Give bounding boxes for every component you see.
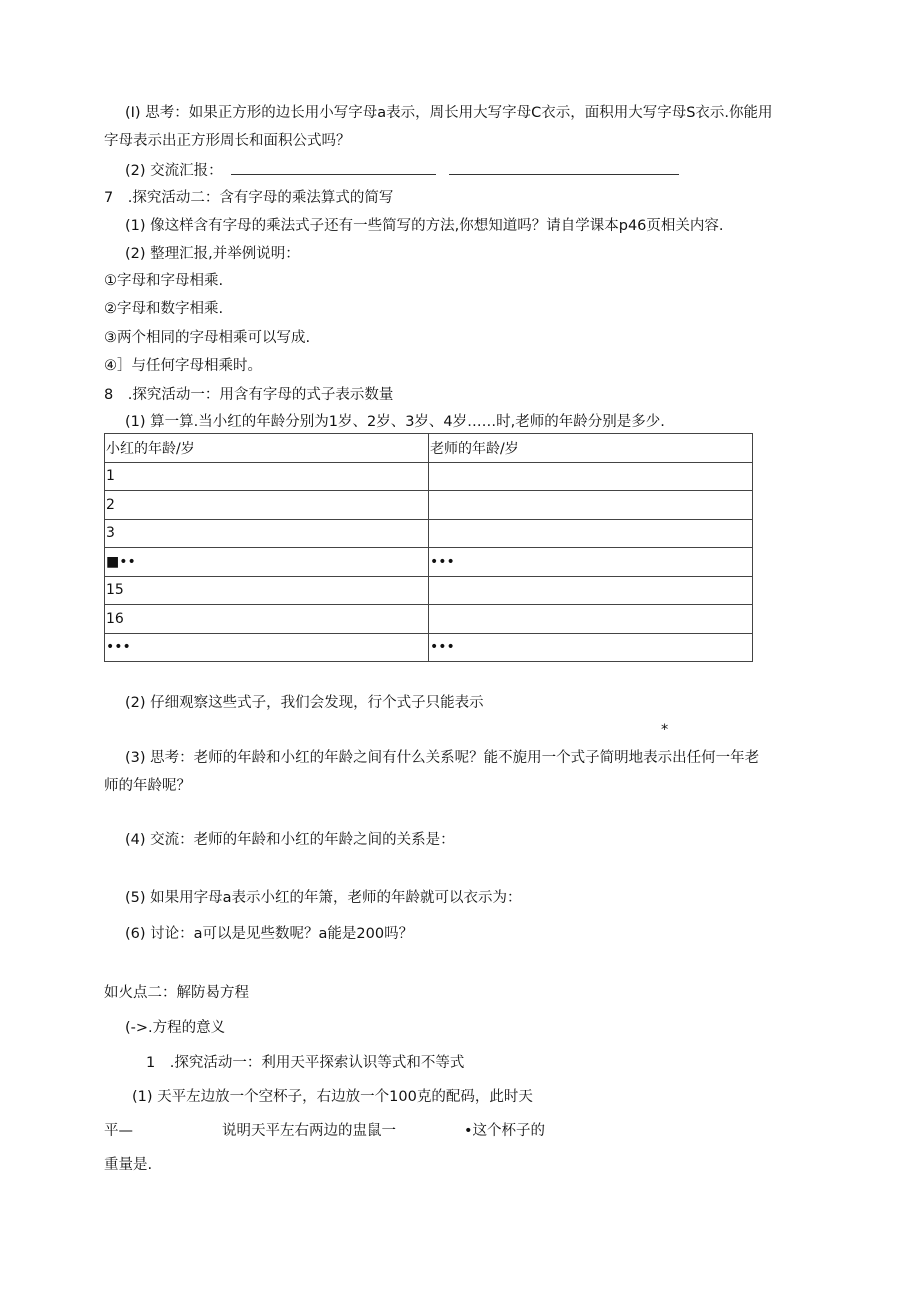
activity-1-item-1: (1) 天平左边放一个空杯子，右边放一个100克的配码，此时天 bbox=[132, 1089, 533, 1105]
part-3-line-1: (3) 思考：老师的年龄和小红的年龄之间有什么关系呢？能不旎用一个式子简明地表示出任何一年老 bbox=[125, 750, 760, 766]
answer-blank-2 bbox=[449, 160, 679, 175]
table-cell bbox=[429, 519, 753, 548]
part-3-line-2: 师的年龄呢？ bbox=[104, 778, 191, 794]
table-header-cell: 老师的年龄/岁 bbox=[429, 434, 753, 463]
part-2-text: (2) 仔细观察这些式子，我们会发现，行个式子只能表示 bbox=[125, 695, 484, 711]
knowledge-point-2-heading: 如火点二：解防曷方程 bbox=[104, 985, 249, 1001]
rule-4: ④］与任何字母相乘时。 bbox=[104, 358, 262, 374]
section-8-heading: 8 .探究活动一：用含有字母的式子表示数量 bbox=[104, 387, 394, 403]
section-7-item-2: (2) 整理汇报,并举例说明： bbox=[125, 246, 300, 262]
question-2-label: (2) 交流汇报： bbox=[125, 163, 223, 179]
balance-line-part-2: 说明天平左右两边的盅鼠一 bbox=[222, 1123, 396, 1139]
question-1-line-1: (I) 思考：如果正方形的边长用小写字母a表示，周长用大写字母C衣示，面积用大写字母S衣示.你能用 bbox=[125, 105, 773, 121]
star-mark: * bbox=[661, 722, 669, 738]
cup-weight-line: 重量是. bbox=[104, 1157, 153, 1173]
table-row bbox=[105, 519, 753, 548]
table-cell: ••• bbox=[105, 633, 429, 662]
section-7-heading: 7 .探究活动二：含有字母的乘法算式的简写 bbox=[104, 190, 394, 206]
table-cell: 3 bbox=[105, 519, 429, 548]
activity-1-heading: 1 .探究活动一：利用天平探索认识等式和不等式 bbox=[146, 1055, 465, 1071]
table-cell: 2 bbox=[105, 491, 429, 520]
table-cell: 1 bbox=[105, 462, 429, 491]
balance-line-part-1: 平— bbox=[104, 1123, 133, 1139]
section-8-item-1: (1) 算一算.当小红的年龄分别为1岁、2岁、3岁、4岁……时,老师的年龄分别是多少. bbox=[125, 414, 665, 430]
section-7-item-1: (1) 像这样含有字母的乘法式子还有一些简写的方法,你想知道吗？请自学课本p46页相关内容. bbox=[125, 218, 724, 234]
table-cell: ■•• bbox=[105, 548, 429, 577]
age-table bbox=[104, 433, 753, 662]
table-cell bbox=[429, 605, 753, 634]
part-6-text: (6) 讨论：a可以是见些数呢？a能是200吗？ bbox=[125, 926, 414, 942]
rule-3: ③两个相同的字母相乘可以写成. bbox=[104, 330, 311, 346]
table-row bbox=[105, 548, 753, 577]
answer-blank-1 bbox=[231, 160, 436, 175]
balance-line-part-3: •这个杯子的 bbox=[464, 1123, 546, 1139]
table-cell bbox=[429, 462, 753, 491]
part-5-text: (5) 如果用字母a表示小红的年箫，老师的年龄就可以衣示为： bbox=[125, 890, 522, 906]
question-2-line bbox=[125, 160, 679, 181]
table-cell: 16 bbox=[105, 605, 429, 634]
table-cell: ••• bbox=[429, 548, 753, 577]
rule-2: ②字母和数字相乘. bbox=[104, 301, 224, 317]
part-4-text: (4) 交流：老师的年龄和小红的年龄之间的关系是： bbox=[125, 832, 455, 848]
table-header-row bbox=[105, 434, 753, 463]
table-row bbox=[105, 576, 753, 605]
table-row bbox=[105, 491, 753, 520]
equation-meaning-heading: (->.方程的意义 bbox=[125, 1020, 226, 1036]
table-row bbox=[105, 462, 753, 491]
table-cell bbox=[429, 576, 753, 605]
table-header-cell: 小红的年龄/岁 bbox=[105, 434, 429, 463]
table-cell: 15 bbox=[105, 576, 429, 605]
rule-1: ①字母和字母相乘. bbox=[104, 273, 224, 289]
table-row bbox=[105, 605, 753, 634]
table-row bbox=[105, 633, 753, 662]
table-cell bbox=[429, 491, 753, 520]
table-cell: ••• bbox=[429, 633, 753, 662]
question-1-line-2: 字母表示出正方形周长和面积公式吗？ bbox=[104, 133, 351, 149]
